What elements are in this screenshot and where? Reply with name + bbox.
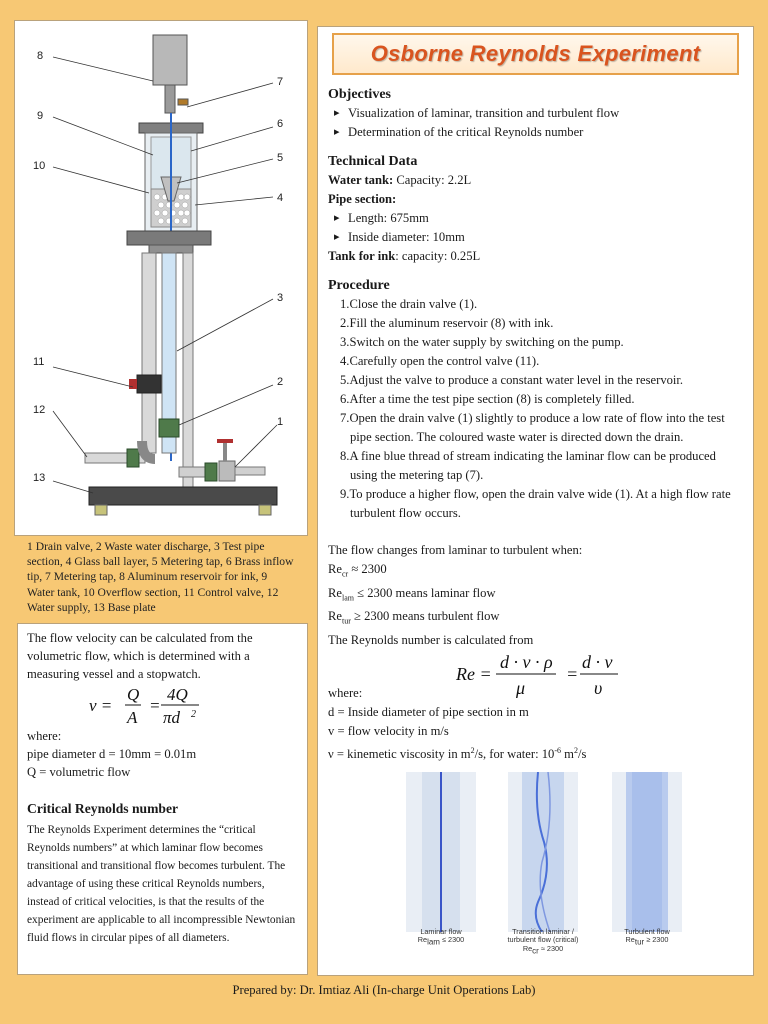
- list-item: 8.A fine blue thread of stream indicating the laminar flow can be produced using the metering tap (7).: [340, 449, 716, 482]
- apparatus-label: 4: [277, 192, 284, 204]
- svg-text:Re =: Re =: [456, 663, 492, 684]
- pipe-section-line: Pipe section:: [328, 192, 397, 206]
- apparatus-label: 7: [277, 76, 284, 88]
- list-item: ▸ Inside diameter: 10mm: [328, 228, 743, 247]
- variable-definitions: where: d = Inside diameter of pipe section in m v = flow velocity in m/s ν = kinemetic viscosity in $m^2/s$, for water: $10^{-6}$ $m^2/s$: [328, 685, 587, 761]
- critical-heading: Critical Reynolds number: [27, 801, 179, 816]
- velocity-text: The flow velocity can be calculated from the volumetric flow, which is determined with a measuring vessel and a stopwatch.: [27, 631, 253, 681]
- list-item: ▸ Determination of the critical Reynolds number: [328, 123, 743, 142]
- flow-photos: [328, 768, 743, 958]
- pipe-diameter: pipe diameter d = 10mm = 0.01m: [27, 747, 197, 761]
- aluminum-reservoir: [153, 35, 187, 85]
- svg-text:2: 2: [191, 709, 196, 720]
- list-item: 7.Open the drain valve (1) slightly to produce a low rate of flow into the test pipe section. The coloured waste water is directed down the drain.: [340, 411, 725, 444]
- drain-valve: [219, 461, 235, 481]
- list-item: ▸ Length: 675mm: [328, 209, 743, 228]
- velocity-where: where:: [27, 729, 62, 743]
- apparatus-label: 11: [33, 356, 45, 368]
- laminar-flow-photo: [406, 772, 476, 932]
- middle-plate: [127, 231, 211, 245]
- svg-text:υ: υ: [594, 677, 603, 698]
- apparatus-label: 3: [277, 292, 284, 304]
- svg-text:=: =: [566, 663, 579, 684]
- re-laminar: $Re_{lam} \le 2300$ means laminar flow: [328, 585, 496, 603]
- apparatus-label: 12: [33, 404, 46, 416]
- base-plate: [89, 487, 277, 505]
- flow-change-block: [328, 541, 743, 650]
- ink-tank-line: Tank for ink: capacity: 0.25L: [328, 249, 481, 263]
- apparatus-label: 13: [33, 472, 46, 484]
- objectives-heading: Objectives: [328, 87, 391, 102]
- velocity-panel: [17, 623, 308, 975]
- formula-Q: Q: [127, 685, 140, 704]
- control-valve: [137, 375, 161, 393]
- procedure-list: [340, 295, 743, 523]
- re-critical: $Re_{cr} \approx 2300$: [328, 562, 387, 579]
- turbulent-flow-photo: [612, 772, 682, 932]
- svg-text:=: =: [149, 696, 161, 715]
- apparatus-label: 8: [37, 50, 44, 62]
- list-item: 3.Switch on the water supply by switching on the pump.: [340, 335, 624, 349]
- metering-tap-top: [165, 85, 175, 113]
- water-tank-line: Water tank: Capacity: 2.2L: [328, 173, 472, 187]
- footer-credit: Prepared by: Dr. Imtiaz Ali (In-charge Unit Operations Lab): [232, 983, 536, 997]
- critical-text: The Reynolds Experiment determines the “critical Reynolds numbers” at which laminar flow becomes transitional and transitional flow becomes turbulent. The advantage of using these critical Reynolds numbers, instead of critical velocities, is that the results of the experiment are applicable to all incompressible Newtonian fluid flows in circular pipes of all diameters.: [27, 824, 296, 944]
- apparatus-label: 5: [277, 152, 284, 164]
- formula-A: A: [127, 708, 138, 727]
- title-banner: [332, 33, 739, 75]
- re-turbulent: $Re_{tur} \ge 2300$ means turbulent flow: [328, 609, 500, 626]
- list-item: 2.Fill the aluminum reservoir (8) with ink.: [340, 316, 554, 330]
- page-title: Osborne Reynolds Experiment: [370, 41, 701, 66]
- left-column: [142, 253, 156, 453]
- formula-v: v =: [89, 696, 113, 715]
- formula-pid2: πd: [163, 708, 181, 727]
- laminar-caption: Laminar flow $Re_{lam} \le 2300$: [417, 926, 465, 947]
- right-column: [183, 253, 193, 493]
- objectives-list: [328, 104, 743, 142]
- flow-intro: The flow changes from laminar to turbulent when:: [328, 543, 583, 557]
- svg-text:μ: μ: [516, 677, 526, 698]
- list-item: 5.Adjust the valve to produce a constant water level in the reservoir.: [340, 373, 684, 387]
- list-item: 6.After a time the test pipe section (8) is completely filled.: [340, 392, 635, 406]
- waste-discharge-fitting: [159, 419, 179, 437]
- velocity-formula: [27, 685, 297, 727]
- q-definition: Q = volumetric flow: [27, 765, 131, 779]
- turbulent-caption: Turbulent flow $Re_{tur} \ge 2300$: [624, 926, 670, 947]
- pipe-section-list: [328, 209, 743, 247]
- svg-text:d · v · ρ: d · v · ρ: [500, 651, 553, 672]
- apparatus-label: 1: [277, 416, 284, 428]
- technical-data-heading: Technical Data: [328, 154, 418, 169]
- re-calc: The Reynolds number is calculated from: [328, 632, 534, 647]
- transition-caption: Transition laminar / turbulent flow (critical) $Re_{cr} \approx 2300$: [507, 926, 579, 956]
- list-item: 1.Close the drain valve (1).: [340, 297, 478, 311]
- main-panel: [317, 26, 754, 976]
- reynolds-apparatus-drawing: [15, 21, 307, 535]
- svg-text:d · v: d · v: [582, 651, 613, 672]
- procedure-heading: Procedure: [328, 278, 390, 293]
- apparatus-label: 6: [277, 118, 284, 130]
- apparatus-label: 9: [37, 110, 44, 122]
- list-item: 4.Carefully open the control valve (11).: [340, 354, 540, 368]
- apparatus-figure-panel: [14, 20, 308, 536]
- apparatus-label: 2: [277, 376, 284, 388]
- apparatus-label: 10: [33, 160, 46, 172]
- formula-4Q: 4Q: [167, 685, 188, 704]
- list-item: 9.To produce a higher flow, open the drain valve wide (1). At a high flow rate turbulent flow occurs.: [340, 487, 731, 520]
- list-item: ▸ Visualization of laminar, transition and turbulent flow: [328, 104, 743, 123]
- transition-flow-photo: [508, 772, 578, 932]
- apparatus-legend: 1 Drain valve, 2 Waste water discharge, 3 Test pipe section, 4 Glass ball layer, 5 Metering tap, 6 Brass inflow tip, 7 Metering tap, 8 Aluminum reservoir for ink, 9 Water tank, 10 Overflow section, 11 Control valve, 12 Water supply, 13 Base plate: [27, 540, 294, 614]
